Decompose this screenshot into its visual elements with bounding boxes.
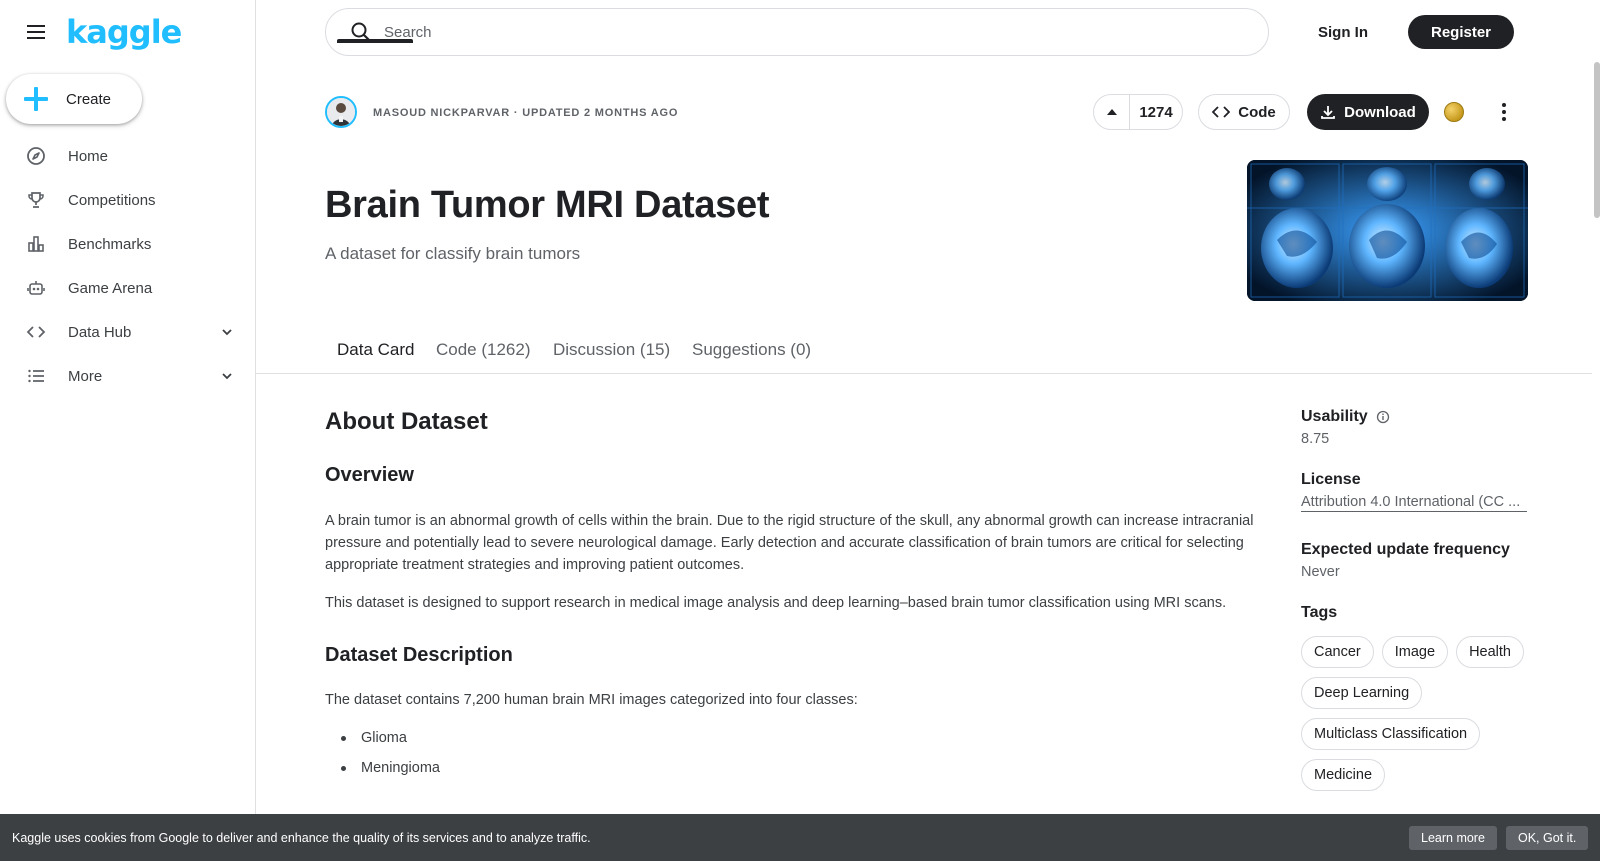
sidebar-item-competitions[interactable] bbox=[0, 178, 255, 222]
update-frequency-label: Expected update frequency bbox=[1301, 541, 1510, 558]
caret-up-icon bbox=[1106, 107, 1118, 117]
learn-more-button[interactable]: Learn more bbox=[1409, 826, 1497, 850]
sidebar-item-more[interactable] bbox=[0, 354, 255, 398]
code-brackets-icon bbox=[1212, 105, 1230, 119]
sidebar-item-label: Home bbox=[68, 147, 109, 165]
sidebar bbox=[0, 0, 256, 861]
sidebar-item-data-hub[interactable] bbox=[0, 310, 255, 354]
sidebar-item-label: Data Hub bbox=[68, 323, 132, 341]
description-heading: Dataset Description bbox=[325, 644, 513, 666]
list-item-text: Glioma bbox=[361, 730, 407, 746]
sidebar-item-label: Game Arena bbox=[68, 279, 153, 297]
sidebar-item-home[interactable] bbox=[0, 134, 255, 178]
list-item bbox=[325, 753, 1275, 783]
dataset-author-meta: MASOUD NICKPARVAR · UPDATED 2 MONTHS AGO bbox=[373, 107, 679, 119]
tab-code[interactable]: Code (1262) bbox=[436, 340, 531, 359]
sidebar-nav bbox=[0, 134, 255, 398]
compass-icon bbox=[26, 146, 46, 166]
tab-data-card[interactable]: Data Card bbox=[337, 340, 415, 359]
dataset-cover-image bbox=[1247, 160, 1528, 301]
page-title: Brain Tumor MRI Dataset bbox=[325, 184, 770, 226]
sidebar-item-benchmarks[interactable] bbox=[0, 222, 255, 266]
sidebar-item-label: Competitions bbox=[68, 191, 156, 209]
active-tab-indicator bbox=[337, 39, 413, 43]
info-icon[interactable] bbox=[1376, 410, 1390, 424]
tag-medicine[interactable]: Medicine bbox=[1301, 759, 1385, 791]
upvote-button[interactable] bbox=[1094, 94, 1130, 130]
overview-paragraph-2: This dataset is designed to support research in medical image analysis and deep learning–based brain tumor classification using MRI scans. bbox=[325, 595, 1227, 611]
download-icon bbox=[1320, 104, 1336, 120]
list-item-text: Meningioma bbox=[361, 760, 440, 776]
cookie-ok-button[interactable]: OK, Got it. bbox=[1506, 826, 1588, 850]
overview-paragraph-1: A brain tumor is an abnormal growth of cells within the brain. Due to the rigid structure of the skull, any abnormal growth can increase intracranial pressure and potentially lead to severe neurological damage. Early detection and accurate classification of brain tumors are critical for selecting appropriate treatment strategies and improving patient outcomes. bbox=[325, 513, 1254, 573]
update-frequency-value: Never bbox=[1301, 564, 1340, 580]
code-button[interactable] bbox=[1198, 94, 1290, 130]
tags-label: Tags bbox=[1301, 604, 1338, 621]
tag-cancer[interactable]: Cancer bbox=[1301, 636, 1374, 668]
download-button-label: Download bbox=[1344, 103, 1416, 121]
about-heading: About Dataset bbox=[325, 408, 488, 435]
tab-suggestions[interactable]: Suggestions (0) bbox=[692, 340, 812, 359]
code-brackets-icon bbox=[26, 322, 46, 342]
dataset-tabs bbox=[256, 330, 1592, 374]
sidebar-item-game-arena[interactable] bbox=[0, 266, 255, 310]
scrollbar-thumb[interactable] bbox=[1594, 62, 1600, 218]
chevron-down-icon[interactable] bbox=[219, 368, 235, 384]
usability-value: 8.75 bbox=[1301, 431, 1330, 447]
class-list bbox=[325, 723, 1275, 783]
vote-count: 1274 bbox=[1139, 103, 1173, 121]
data-card-content bbox=[325, 408, 1275, 783]
tag-deep-learning[interactable]: Deep Learning bbox=[1301, 677, 1422, 709]
medal-icon[interactable] bbox=[1444, 102, 1464, 122]
chevron-down-icon[interactable] bbox=[219, 324, 235, 340]
create-button[interactable] bbox=[6, 74, 142, 124]
tab-discussion[interactable]: Discussion (15) bbox=[553, 340, 671, 359]
cookie-banner bbox=[0, 814, 1600, 861]
more-options-icon[interactable] bbox=[1490, 98, 1518, 126]
usability-label bbox=[1301, 408, 1531, 426]
search-bar[interactable] bbox=[325, 8, 1269, 56]
create-label: Create bbox=[66, 90, 112, 108]
user-portrait-icon bbox=[327, 98, 355, 126]
license-label: License bbox=[1301, 471, 1361, 488]
license-link[interactable]: Attribution 4.0 International (CC ... bbox=[1301, 494, 1527, 512]
code-button-label: Code bbox=[1238, 103, 1276, 121]
tag-health[interactable]: Health bbox=[1456, 636, 1524, 668]
sidebar-header bbox=[0, 0, 255, 64]
search-input[interactable] bbox=[384, 24, 1244, 41]
usability-label-text: Usability bbox=[1301, 408, 1368, 425]
plus-icon bbox=[24, 87, 48, 111]
sign-in-button[interactable]: Sign In bbox=[1318, 23, 1368, 41]
page-subtitle: A dataset for classify brain tumors bbox=[325, 244, 581, 263]
overview-heading: Overview bbox=[325, 464, 414, 486]
bar-chart-icon bbox=[26, 234, 46, 254]
tag-image[interactable]: Image bbox=[1382, 636, 1448, 668]
description-paragraph-1: The dataset contains 7,200 human brain MRI images categorized into four classes: bbox=[325, 692, 858, 708]
sidebar-item-label: Benchmarks bbox=[68, 235, 152, 253]
tag-list bbox=[1301, 636, 1541, 791]
kaggle-logo[interactable]: kaggle bbox=[66, 13, 182, 51]
sidebar-item-label: More bbox=[68, 367, 103, 385]
tag-multiclass-classification[interactable]: Multiclass Classification bbox=[1301, 718, 1480, 750]
cookie-text: Kaggle uses cookies from Google to deliver and enhance the quality of its services and to analyze traffic. bbox=[12, 830, 591, 845]
register-button[interactable]: Register bbox=[1408, 15, 1514, 49]
download-button[interactable] bbox=[1307, 94, 1429, 130]
upvote-widget bbox=[1093, 94, 1183, 130]
list-icon bbox=[26, 366, 46, 386]
dataset-metadata bbox=[1301, 408, 1531, 791]
avatar[interactable] bbox=[325, 96, 357, 128]
robot-icon bbox=[26, 278, 46, 298]
hamburger-menu-icon[interactable] bbox=[24, 20, 48, 44]
list-item bbox=[325, 723, 1275, 753]
trophy-icon bbox=[26, 190, 46, 210]
